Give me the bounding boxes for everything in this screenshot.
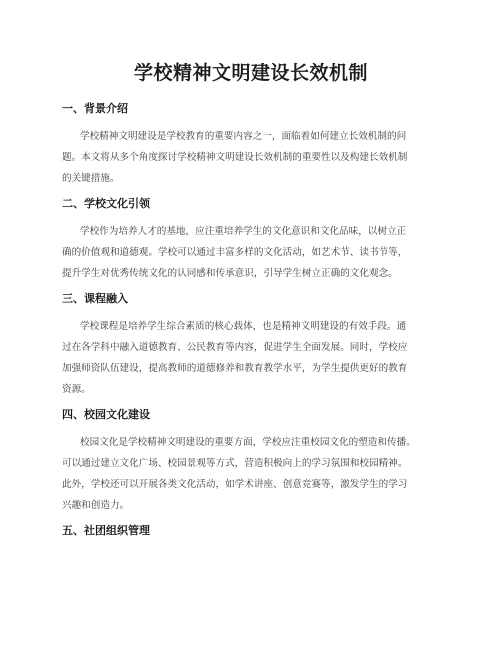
paragraph-line: 学校精神文明建设是学校教育的重要内容之一，面临着如何建立长效机制的问 (80, 131, 407, 142)
paragraph-line: 题。本文将从多个角度探讨学校精神文明建设长效机制的重要性以及构建长效机制 (62, 152, 408, 163)
paragraph-line: 学校作为培养人才的基地，应注重培养学生的文化意识和文化品味，以树立正 (80, 226, 407, 237)
paragraph-line: 校园文化是学校精神文明建设的重要方面，学校应注重校园文化的塑造和传播。 (80, 437, 416, 448)
paragraph-line: 的关键措施。 (62, 173, 120, 184)
section-heading-campus-culture: 四、校园文化建设 (62, 408, 150, 421)
section-heading-background: 一、背景介绍 (62, 102, 128, 115)
page-title: 学校精神文明建设长效机制 (133, 62, 368, 84)
paragraph-line: 确的价值观和道德观。学校可以通过丰富多样的文化活动，如艺术节、读书节等， (62, 247, 408, 258)
paragraph-line: 兴趣和创造力。 (62, 500, 130, 511)
section-heading-club-management: 五、社团组织管理 (62, 524, 150, 537)
paragraph-line: 资源。 (62, 384, 91, 395)
paragraph-line: 学校课程是培养学生综合素质的核心载体，也是精神文明建设的有效手段。通 (80, 321, 407, 332)
section-heading-culture: 二、学校文化引领 (62, 197, 150, 210)
paragraph-line: 加强师资队伍建设，提高教师的道德修养和教育教学水平，为学生提供更好的教育 (62, 363, 408, 374)
paragraph-line: 此外，学校还可以开展各类文化活动，如学术讲座、创意竞赛等，激发学生的学习 (62, 479, 408, 490)
section-heading-curriculum: 三、课程融入 (62, 292, 128, 305)
paragraph-line: 过在各学科中融入道德教育、公民教育等内容，促进学生全面发展。同时，学校应 (62, 342, 408, 353)
paragraph-line: 提升学生对优秀传统文化的认同感和传承意识，引导学生树立正确的文化观念。 (62, 268, 398, 279)
paragraph-line: 可以通过建立文化广场、校园景观等方式，营造积极向上的学习氛围和校园精神。 (62, 458, 408, 469)
